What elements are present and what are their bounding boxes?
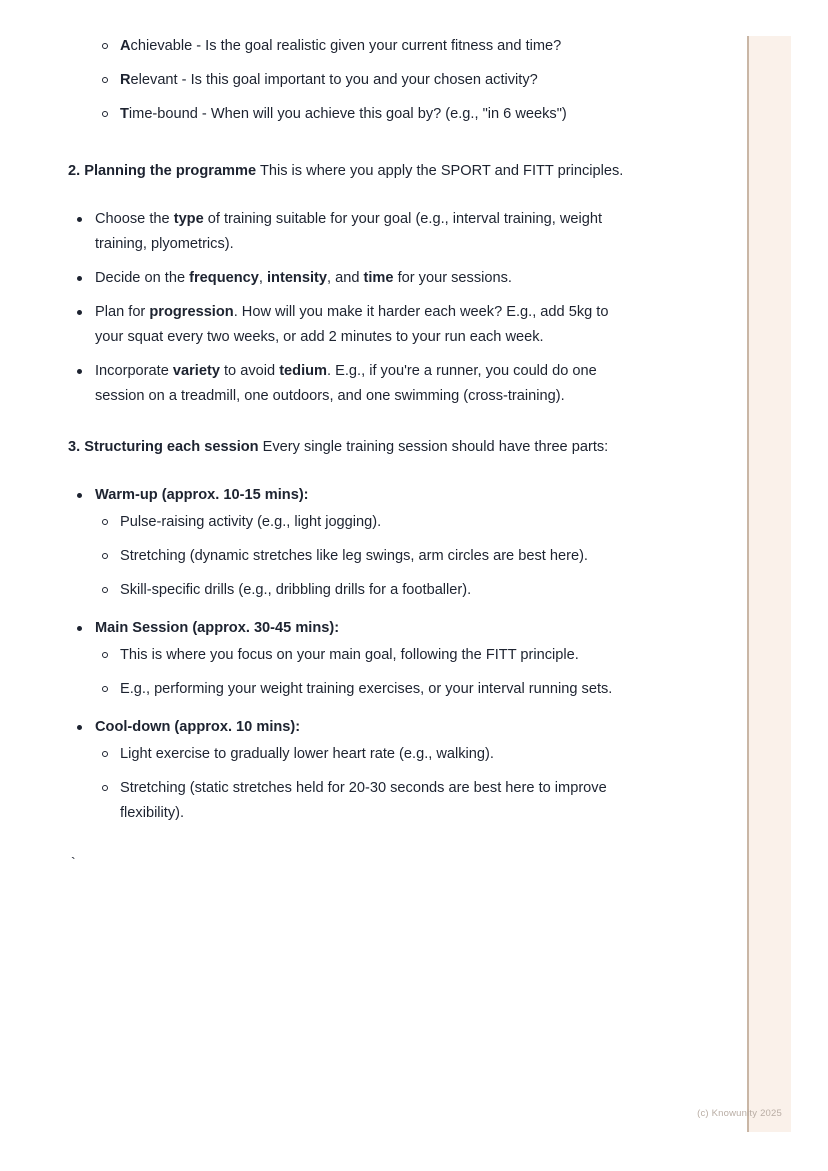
- section-2-paragraph: [68, 158, 640, 185]
- list-item-text-pre: Choose the: [95, 211, 174, 227]
- list-item-text: This is where you focus on your main goal, following the FITT principle.: [120, 647, 579, 663]
- main-session-sub-list: [68, 643, 640, 702]
- list-item: [68, 207, 640, 257]
- hollow-bullet-icon: [102, 587, 108, 593]
- list-item-text: Pulse-raising activity (e.g., light jogging).: [120, 514, 382, 530]
- disc-bullet-icon: [77, 626, 82, 631]
- smart-goal-list: [68, 34, 640, 127]
- hollow-bullet-icon: [102, 686, 108, 692]
- list-item: [68, 102, 640, 127]
- list-item-text: ime-bound - When will you achieve this goal by? (e.g., "in 6 weeks"): [128, 106, 567, 122]
- list-item: [68, 643, 640, 668]
- spacer: [68, 136, 640, 158]
- list-item: [68, 715, 640, 740]
- list-item: [68, 677, 640, 702]
- list-item-lead: A: [120, 38, 131, 54]
- list-item-emphasis: progression: [149, 304, 234, 320]
- cool-down-sub-list: [68, 742, 640, 826]
- list-item-text-mid: ,: [258, 270, 267, 286]
- list-item-emphasis: tedium: [279, 363, 328, 379]
- list-item-lead: R: [120, 72, 131, 88]
- list-item-text-post: for your sessions.: [393, 270, 512, 286]
- list-item-text-post: . E.g., if you're a runner, you could do one session on a treadmill, one outdoors, and one swimming (cross-training).: [95, 363, 597, 404]
- list-item-emphasis: type: [173, 211, 204, 227]
- section-2-heading: 2. Planning the programme: [68, 163, 257, 179]
- list-item-text-post: . How will you make it harder each week? E.g., add 5kg to your squat every two weeks, or add 2 minutes to your run each week.: [95, 304, 609, 345]
- list-item: [68, 34, 640, 59]
- group-title: Cool-down (approx. 10 mins):: [95, 719, 301, 735]
- hollow-bullet-icon: [102, 519, 108, 525]
- footer-credit: (c) Knowunity 2025: [697, 1108, 782, 1119]
- list-item-emphasis: intensity: [266, 270, 327, 286]
- hollow-bullet-icon: [102, 785, 108, 791]
- list-item-lead: T: [120, 106, 129, 122]
- list-item-emphasis: frequency: [189, 270, 259, 286]
- list-item: [68, 483, 640, 508]
- list-item-text-pre: Plan for: [95, 304, 150, 320]
- hollow-bullet-icon: [102, 751, 108, 757]
- list-item-text: Stretching (static stretches held for 20-30 seconds are best here to improve flexibility).: [120, 780, 607, 821]
- section-2-intro: This is where you apply the SPORT and FITT principles.: [259, 163, 624, 179]
- hollow-bullet-icon: [102, 553, 108, 559]
- spacer: [68, 185, 640, 207]
- list-item: [68, 742, 640, 767]
- list-item: [68, 510, 640, 535]
- hollow-bullet-icon: [102, 111, 108, 117]
- list-item-text: E.g., performing your weight training exercises, or your interval running sets.: [120, 681, 613, 697]
- list-item-text: Stretching (dynamic stretches like leg swings, arm circles are best here).: [120, 548, 588, 564]
- hollow-bullet-icon: [102, 652, 108, 658]
- disc-bullet-icon: [77, 725, 82, 730]
- list-item: [68, 68, 640, 93]
- list-item-text-post: of training suitable for your goal (e.g., interval training, weight training, plyometrics).: [95, 211, 603, 252]
- list-item: [68, 578, 640, 603]
- section-3-heading: 3. Structuring each session: [68, 439, 259, 455]
- right-margin-strip: [749, 36, 791, 1132]
- spacer: [68, 461, 640, 483]
- section-3-intro: Every single training session should have three parts:: [262, 439, 609, 455]
- disc-bullet-icon: [77, 310, 82, 315]
- list-item-text-mid: , and: [327, 270, 364, 286]
- hollow-bullet-icon: [102, 77, 108, 83]
- hollow-bullet-icon: [102, 43, 108, 49]
- disc-bullet-icon: [77, 217, 82, 222]
- section-2-list: [68, 207, 640, 409]
- stray-backtick: `: [71, 854, 76, 870]
- list-item: [68, 776, 640, 826]
- document-content: [68, 34, 640, 870]
- list-item-text: Light exercise to gradually lower heart rate (e.g., walking).: [120, 746, 494, 762]
- list-item-text-mid: to avoid: [219, 363, 280, 379]
- list-item-emphasis: time: [363, 270, 394, 286]
- section-3-list: [68, 483, 640, 826]
- list-item-text: elevant - Is this goal important to you and your chosen activity?: [130, 72, 538, 88]
- list-item-text: Skill-specific drills (e.g., dribbling drills for a footballer).: [120, 582, 472, 598]
- list-item: [68, 616, 640, 641]
- warm-up-sub-list: [68, 510, 640, 603]
- list-item-text-pre: Decide on the: [95, 270, 190, 286]
- disc-bullet-icon: [77, 493, 82, 498]
- list-item: [68, 544, 640, 569]
- disc-bullet-icon: [77, 276, 82, 281]
- right-margin-rule: [747, 36, 749, 1132]
- section-3-paragraph: [68, 434, 640, 461]
- list-item: [68, 266, 640, 291]
- disc-bullet-icon: [77, 369, 82, 374]
- group-title: Main Session (approx. 30-45 mins):: [95, 620, 340, 636]
- list-item: [68, 300, 640, 350]
- list-item-text-pre: Incorporate: [95, 363, 173, 379]
- spacer: [68, 418, 640, 434]
- group-title: Warm-up (approx. 10-15 mins):: [95, 487, 309, 503]
- list-item: [68, 359, 640, 409]
- list-item-text: chievable - Is the goal realistic given your current fitness and time?: [130, 38, 562, 54]
- list-item-emphasis: variety: [172, 363, 220, 379]
